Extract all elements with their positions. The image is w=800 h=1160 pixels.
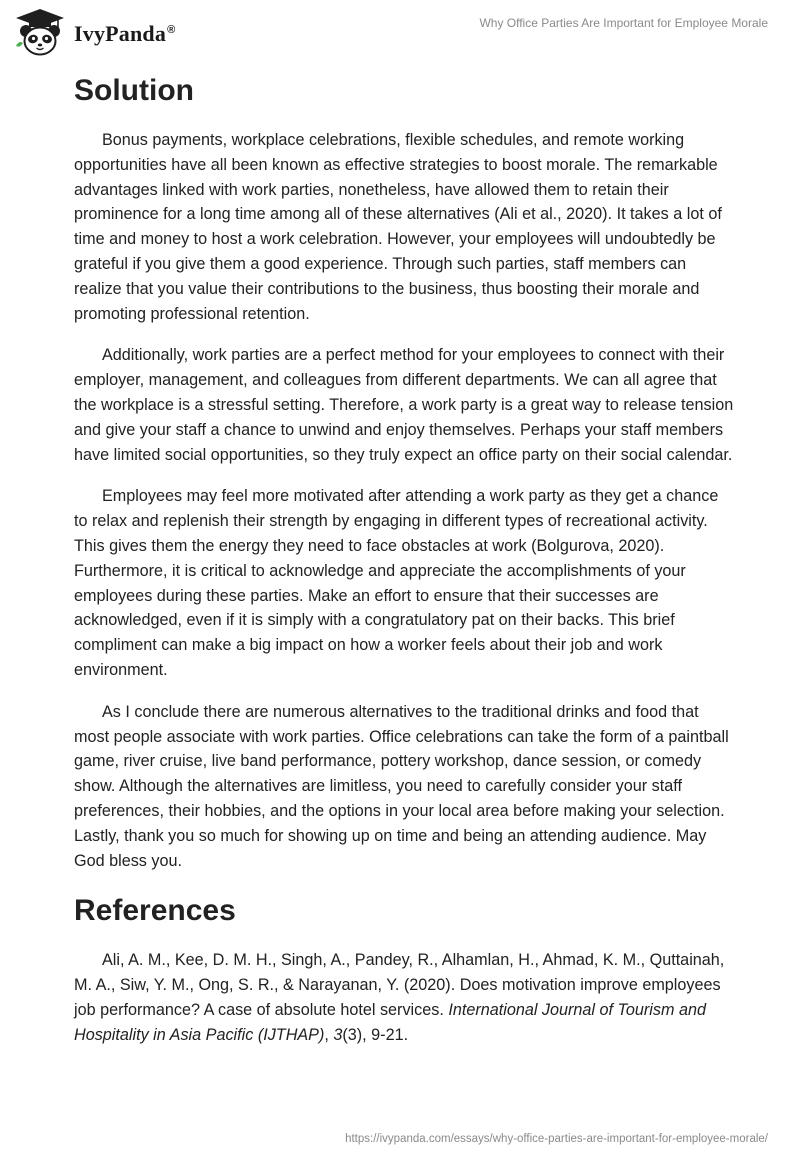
reference-separator: , <box>324 1025 334 1044</box>
reference-authors-title: Ali, A. M., Kee, D. M. H., Singh, A., Pandey, R., Alhamlan, H., Ahmad, K. M., Quttainah, M. A., Siw, Y. M., Ong, S. R., & Narayanan, Y. (2020). Does motivation improve employees job performance? A case of absolute hotel services. <box>74 951 725 1019</box>
references-heading: References <box>74 894 236 928</box>
solution-heading: Solution <box>74 74 194 107</box>
panda-graduate-icon <box>14 8 66 56</box>
source-url[interactable]: https://ivypanda.com/essays/why-office-parties-are-important-for-employee-morale/ <box>345 1133 768 1145</box>
reference-issue-pages: (3), 9-21. <box>342 1025 409 1044</box>
essay-content <box>74 70 734 1065</box>
solution-paragraph-4: As I conclude there are numerous alternatives to the traditional drinks and food that most people associate with work parties. Office celebrations can take the form of a paintball game, river cruise, live band performance, pottery workshop, dance session, or comedy show. Although the alternatives are limitless, you need to carefully consider your staff preferences, their hobbies, and the options in your local area before making your selection. Lastly, thank you so much for showing up on time and being an attending audience. May God bless you. <box>74 702 729 870</box>
solution-paragraph-2: Additionally, work parties are a perfect method for your employees to connect with their employer, management, and colleagues from different departments. We can all agree that the workplace is a stressful setting. Therefore, a work party is a great way to release tension and give your staff a chance to unwind and enjoy themselves. Perhaps your staff members have limited social opportunities, so they truly expect an office party on their social calendar. <box>74 346 734 464</box>
reference-volume: 3 <box>333 1025 343 1044</box>
document-title: Why Office Parties Are Important for Employee Morale <box>479 16 768 30</box>
reference-entry <box>74 948 734 1047</box>
solution-paragraph-3: Employees may feel more motivated after attending a work party as they get a chance to relax and replenish their strength by engaging in different types of recreational activity. This gives them the energy they need to face obstacles at work (Bolgurova, 2020). Furthermore, it is critical to acknowledge and appreciate the accomplishments of your employees during these parties. Make an effort to ensure that their successes are acknowledged, even if it is simply with a congratulatory pat on their backs. This brief compliment can make a big impact on how a worker feels about their job and work environment. <box>74 487 719 679</box>
ivypanda-logo[interactable] <box>14 8 175 56</box>
reference-journal: International Journal of Tourism and Hospitality in Asia Pacific (IJTHAP) <box>74 1000 706 1044</box>
registered-mark: ® <box>167 23 176 36</box>
page-header <box>0 0 800 64</box>
solution-paragraph-1: Bonus payments, workplace celebrations, flexible schedules, and remote working opportunities have all been known as effective strategies to boost morale. The remarkable advantages linked with work parties, nonetheless, have allowed them to retain their prominence for a long time among all of these alternatives (Ali et al., 2020). It takes a lot of time and money to host a work celebration. However, your employees will undoubtedly be grateful if you give them a good experience. Through such parties, staff members can realize that you value their contributions to the business, thus boosting their morale and promoting professional retention. <box>74 131 722 323</box>
logo-wordmark: IvyPanda® <box>74 21 176 46</box>
